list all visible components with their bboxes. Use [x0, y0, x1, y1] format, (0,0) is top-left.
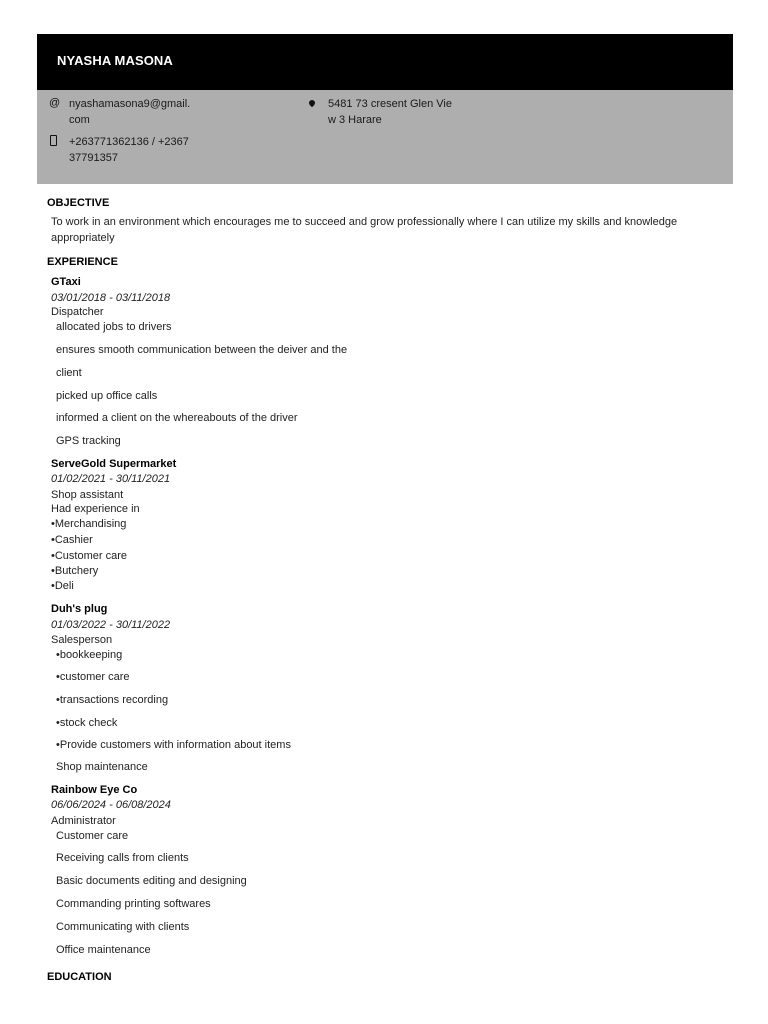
- job-item: ensures smooth communication between the deiver and the: [56, 344, 348, 356]
- objective-heading: OBJECTIVE: [47, 197, 110, 209]
- contact-address: [296, 96, 458, 128]
- job-item: •stock check: [56, 717, 118, 729]
- job-dates: 01/02/2021 - 30/11/2021: [51, 473, 171, 485]
- job-item: GPS tracking: [56, 435, 121, 447]
- contact-email: [37, 96, 199, 128]
- email-line-2: com: [69, 114, 90, 126]
- job-dates: 03/01/2018 - 03/11/2018: [51, 292, 171, 304]
- job-item: Communicating with clients: [56, 921, 190, 933]
- job-item: picked up office calls: [56, 390, 158, 402]
- contact-bar: [37, 90, 733, 184]
- job-item: •Merchandising: [51, 518, 127, 530]
- job-item: •Butchery: [51, 565, 99, 577]
- phone-text: [69, 134, 199, 166]
- job-item: informed a client on the whereabouts of the driver: [56, 412, 298, 424]
- job-company: GTaxi: [51, 276, 81, 288]
- job-role: Salesperson: [51, 634, 113, 646]
- candidate-name: NYASHA MASONA: [57, 53, 173, 68]
- job-item: Had experience in: [51, 503, 140, 515]
- job-item: •bookkeeping: [56, 649, 123, 661]
- job-item: Receiving calls from clients: [56, 852, 189, 864]
- phone-icon: [49, 134, 69, 151]
- education-heading: EDUCATION: [47, 971, 112, 983]
- phone-line-1: +263771362136 / +2367: [69, 136, 189, 148]
- address-line-2: w 3 Harare: [328, 114, 382, 126]
- job-dates: 01/03/2022 - 30/11/2022: [51, 619, 171, 631]
- job-item: •Provide customers with information about items: [56, 739, 291, 751]
- job-item: •Customer care: [51, 550, 127, 562]
- job-item: Shop maintenance: [56, 761, 148, 773]
- job-item: Commanding printing softwares: [56, 898, 211, 910]
- job-company: ServeGold Supermarket: [51, 458, 177, 470]
- address-line-1: 5481 73 cresent Glen Vie: [328, 98, 452, 110]
- header-bar: [37, 34, 733, 90]
- objective-text: To work in an environment which encourages me to succeed and grow professionally where I can utilize my skills and knowledge appropriately: [51, 216, 678, 244]
- job-company: Duh's plug: [51, 603, 108, 615]
- experience-heading: EXPERIENCE: [47, 256, 118, 268]
- job-item: Customer care: [56, 830, 129, 842]
- phone-line-2: 37791357: [69, 152, 118, 164]
- job-item: •Deli: [51, 580, 74, 592]
- address-text: [328, 96, 458, 128]
- job-role: Shop assistant: [51, 489, 124, 501]
- job-item: •Cashier: [51, 534, 93, 546]
- job-role: Administrator: [51, 815, 116, 827]
- job-dates: 06/06/2024 - 06/08/2024: [51, 799, 171, 811]
- job-item: Basic documents editing and designing: [56, 875, 247, 887]
- email-line-1: nyashamasona9@gmail.: [69, 98, 191, 110]
- job-company: Rainbow Eye Co: [51, 784, 138, 796]
- job-item: Office maintenance: [56, 944, 151, 956]
- contact-phone: [37, 134, 199, 166]
- job-item: client: [56, 367, 82, 379]
- job-item: •transactions recording: [56, 694, 169, 706]
- location-pin-icon: [308, 96, 328, 111]
- job-item: •customer care: [56, 671, 130, 683]
- job-role: Dispatcher: [51, 306, 104, 318]
- email-link[interactable]: [69, 96, 199, 128]
- at-icon: @: [49, 97, 61, 109]
- job-item: allocated jobs to drivers: [56, 321, 172, 333]
